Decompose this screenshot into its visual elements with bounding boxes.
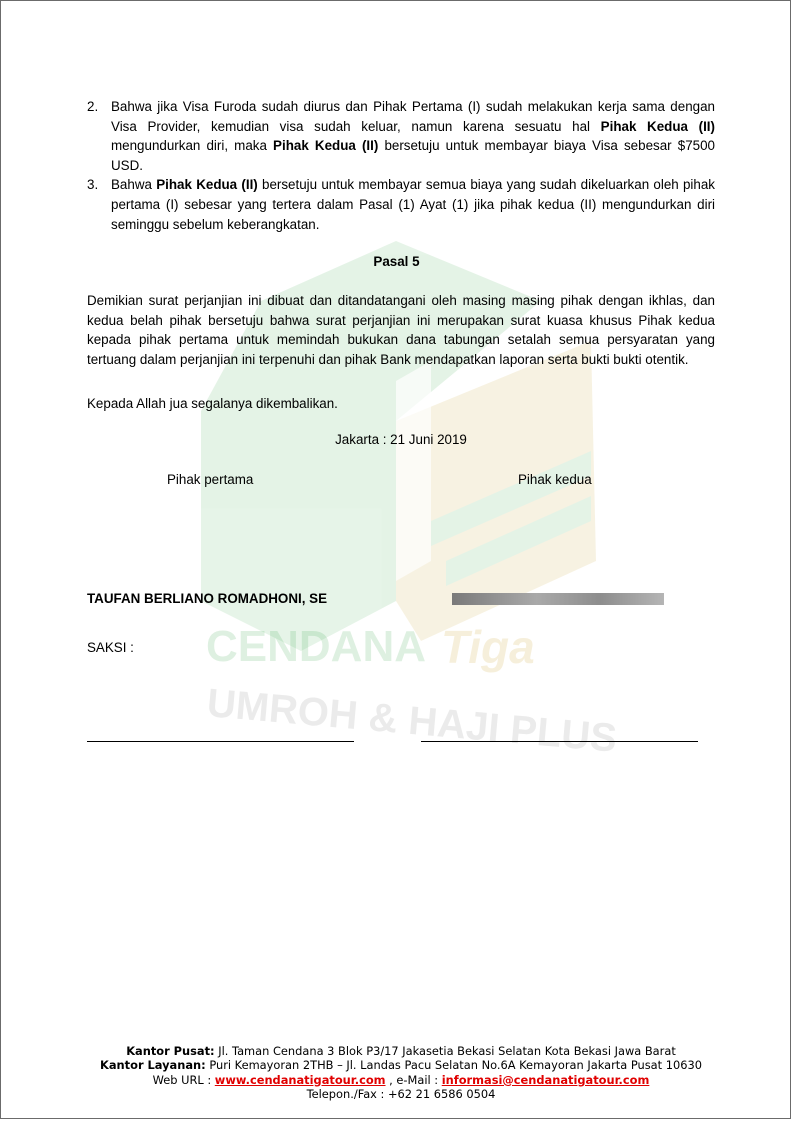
website-link[interactable]: www.cendanatigatour.com — [214, 1072, 386, 1087]
clause-text-segment: bersetuju untuk membayar biaya Visa sebesar $7500 USD. — [111, 138, 715, 173]
redacted-party-second-name — [452, 593, 664, 605]
clause-list — [87, 97, 715, 234]
closing-statement: Kepada Allah jua segalanya dikembalikan. — [87, 396, 338, 411]
date-line: Jakarta : 21 Juni 2019 — [335, 432, 467, 447]
party-reference: Pihak Kedua (II) — [600, 118, 715, 134]
clause-text-segment: Bahwa jika Visa Furoda sudah diurus dan Pihak Pertama (I) sudah melakukan kerja sama dengan Visa Provider, kemudian visa sudah keluar, namun karena sesuatu hal — [111, 99, 715, 134]
clause-text — [111, 97, 715, 175]
email-link[interactable]: informasi@cendanatigatour.com — [441, 1072, 650, 1087]
watermark-pillar — [396, 361, 431, 581]
letterhead-footer — [1, 1044, 791, 1101]
clause-number: 3. — [87, 177, 99, 193]
clause-text — [111, 175, 715, 234]
party-first-label: Pihak pertama — [167, 472, 254, 487]
watermark-text-cendana: CENDANA — [206, 622, 426, 671]
pasal-heading: Pasal 5 — [373, 254, 420, 269]
clause-text-segment: Bahwa — [111, 177, 157, 193]
watermark-text-umroh: UMROH & HAJI PLUS — [205, 681, 619, 761]
clause-text-segment: mengundurkan diri, maka — [111, 138, 274, 154]
footer-service-office: Kantor Layanan: Puri Kemayoran 2THB – Jl. Landas Pacu Selatan No.6A Kemayoran Jakarta Pusat 10630 — [100, 1058, 702, 1073]
watermark-text-tiga: Tiga — [441, 621, 535, 673]
watermark-stripe-1 — [431, 451, 591, 546]
closing-paragraph: Demikian surat perjanjian ini dibuat dan ditandatangani oleh masing masing pihak dengan ikhlas, dan kedua belah pihak bersetuju bahwa surat perjanjian ini merupakan surat kuasa khusus Pihak kedua kepada pihak pertama untuk memindah bukukan dana tabungan setalah semua persyaratan yang tertuang dalam perjanjian ini terpenuhi dan pihak Bank mendapatkan laporan serta bukti bukti otentik. — [87, 293, 715, 367]
clause-text-segment: bersetuju untuk membayar semua biaya yang sudah dikeluarkan oleh pihak pertama (I) sebesar yang tertera dalam Pasal (1) Ayat (1) jika pihak kedua (II) mengundurkan diri seminggu sebelum keberangkatan. — [111, 177, 715, 232]
party-first-name: TAUFAN BERLIANO ROMADHONI, SE — [87, 591, 328, 606]
clause-number: 2. — [87, 99, 99, 114]
party-reference: Pihak Kedua (II) — [273, 138, 379, 154]
clause-item — [87, 175, 715, 234]
witness-signature-line-2 — [421, 741, 698, 742]
footer-contact: Web URL : www.cendanatigatour.com , e-Mail : informasi@cendanatigatour.com — [152, 1072, 650, 1087]
party-reference: Pihak Kedua (II) — [156, 177, 258, 193]
clause-item — [87, 97, 715, 175]
watermark-stripe-2 — [446, 496, 591, 586]
witness-signature-line-1 — [87, 741, 354, 742]
party-second-label: Pihak kedua — [518, 472, 592, 487]
witness-label: SAKSI : — [87, 640, 134, 655]
footer-phone: Telepon./Fax : +62 21 6586 0504 — [306, 1086, 496, 1101]
footer-head-office: Kantor Pusat: Jl. Taman Cendana 3 Blok P3/17 Jakasetia Bekasi Selatan Kota Bekasi Jawa Barat — [126, 1044, 676, 1058]
